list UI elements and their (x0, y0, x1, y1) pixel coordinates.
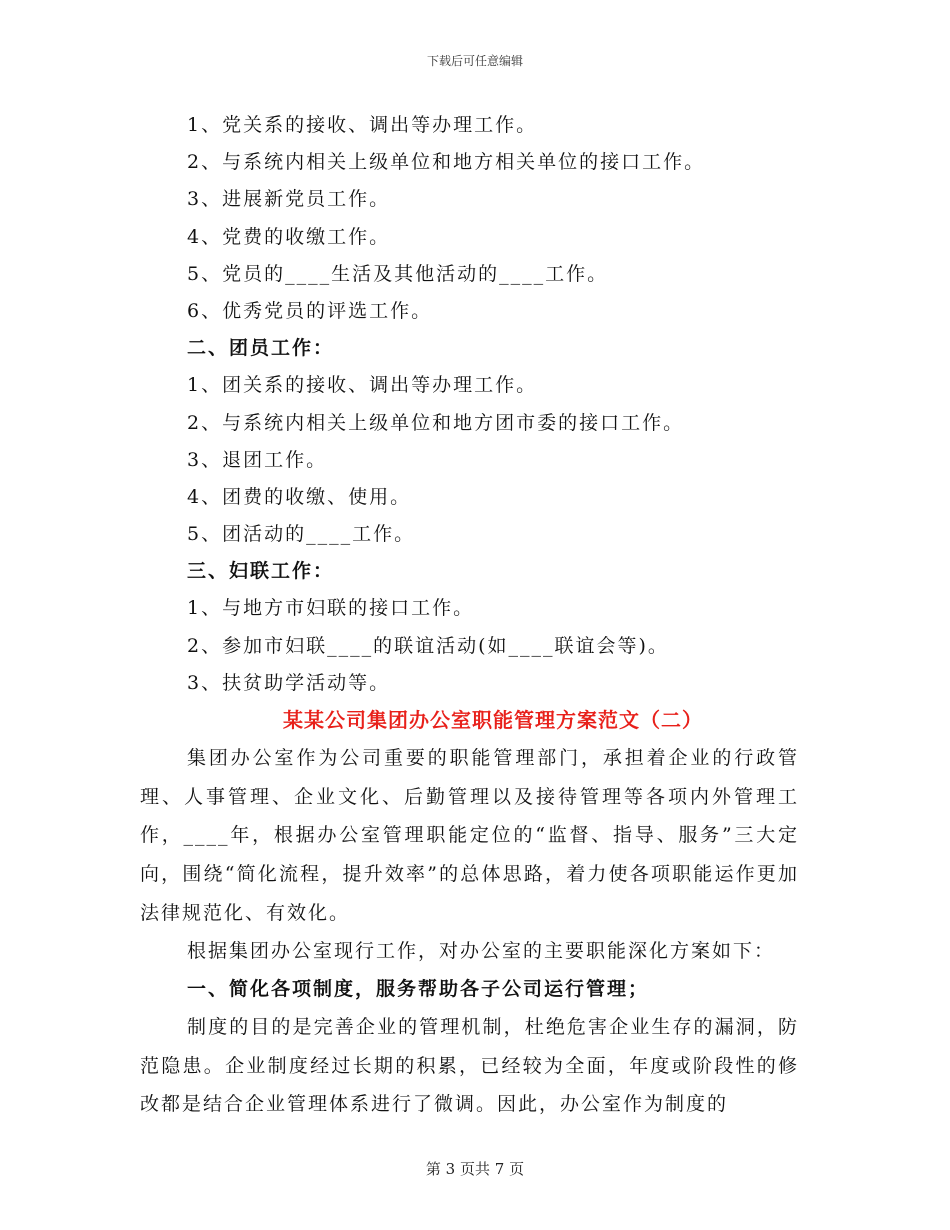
list-item: 3、扶贫助学活动等。 (187, 671, 391, 694)
list-item: 5、党员的____生活及其他活动的____工作。 (187, 262, 609, 285)
league-work-list (187, 367, 799, 553)
page-number: 第 3 页共 7 页 (425, 1160, 525, 1178)
party-work-list (187, 107, 799, 330)
league-work-heading: 二、团员工作： (187, 337, 335, 360)
list-item: 1、团关系的接收、调出等办理工作。 (187, 374, 538, 397)
list-item: 4、党费的收缴工作。 (187, 225, 391, 248)
list-item: 3、进展新党员工作。 (187, 188, 391, 211)
document-body (140, 107, 799, 1124)
women-work-list (187, 590, 799, 702)
list-item: 1、党关系的接收、调出等办理工作。 (187, 114, 538, 136)
list-item: 2、参加市妇联____的联谊活动(如____联谊会等)。 (187, 634, 669, 657)
article-title: 某某公司集团办公室职能管理方案范文（二） (283, 708, 703, 732)
section-body-paragraph: 制度的目的是完善企业的管理机制，杜绝危害企业生存的漏洞，防范隐患。企业制度经过长期的积累，已经较为全面，年度或阶段性的修改都是结合企业管理体系进行了微调。因此，办公室作为制度的 (140, 1015, 799, 1116)
plan-intro-paragraph: 根据集团办公室现行工作，对办公室的主要职能深化方案如下： (187, 940, 776, 963)
intro-paragraph: 集团办公室作为公司重要的职能管理部门，承担着企业的行政管理、人事管理、企业文化、后勤管理以及接待管理等各项内外管理工作，____年，根据办公室管理职能定位的“监督、指导、服务”三大定向，围绕“简化流程，提升效率”的总体思路，着力使各项职能运作更加法律规范化、有效化。 (140, 747, 799, 924)
list-item: 6、优秀党员的评选工作。 (187, 299, 433, 322)
section-heading: 一、简化各项制度，服务帮助各子公司运行管理； (187, 977, 650, 1000)
page-header: 下载后可任意编辑 (426, 54, 523, 68)
list-item: 5、团活动的____工作。 (187, 523, 416, 546)
list-item: 3、退团工作。 (187, 448, 328, 471)
list-item: 2、与系统内相关上级单位和地方相关单位的接口工作。 (187, 151, 706, 174)
list-item: 2、与系统内相关上级单位和地方团市委的接口工作。 (187, 411, 685, 434)
women-work-heading: 三、妇联工作： (187, 560, 335, 583)
list-item: 1、与地方市妇联的接口工作。 (187, 597, 475, 620)
list-item: 4、团费的收缴、使用。 (187, 485, 412, 508)
